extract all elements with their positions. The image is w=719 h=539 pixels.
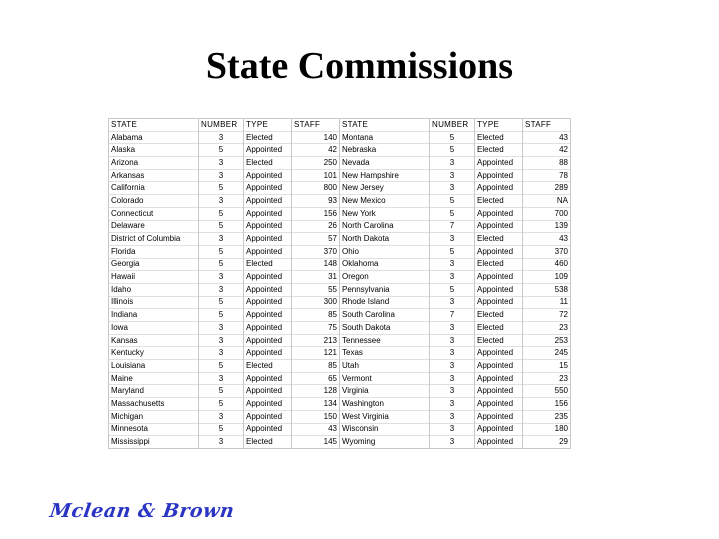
number-cell: 3 [430,423,475,436]
table-row [109,233,571,246]
state-cell: District of Columbia [109,233,199,246]
type-cell: Appointed [244,233,292,246]
state-cell: Massachusetts [109,398,199,411]
type-cell: Appointed [475,423,523,436]
state-cell: Minnesota [109,423,199,436]
type-cell: Appointed [244,296,292,309]
state-cell: Pennsylvania [340,283,430,296]
state-cell: Colorado [109,195,199,208]
state-cell: New Hampshire [340,169,430,182]
number-cell: 3 [199,131,244,144]
number-cell: 3 [199,347,244,360]
state-cell: Arizona [109,157,199,170]
state-cell: Alabama [109,131,199,144]
type-cell: Appointed [244,410,292,423]
type-cell: Appointed [475,220,523,233]
state-cell: Nebraska [340,144,430,157]
state-cell: Washington [340,398,430,411]
mclean-brown-logo: Mclean & Brown [48,500,236,522]
number-cell: 5 [430,283,475,296]
state-cell: New Mexico [340,195,430,208]
type-cell: Appointed [244,334,292,347]
staff-cell: NA [523,195,571,208]
number-cell: 5 [199,296,244,309]
staff-cell: 55 [292,283,340,296]
state-cell: West Virginia [340,410,430,423]
state-cell: Kansas [109,334,199,347]
staff-cell: 145 [292,436,340,449]
number-cell: 7 [430,309,475,322]
type-cell: Appointed [244,309,292,322]
type-cell: Elected [475,322,523,335]
state-cell: Maine [109,372,199,385]
header-number: NUMBER [430,119,475,132]
type-cell: Appointed [475,169,523,182]
state-cell: Maryland [109,385,199,398]
table-row [109,258,571,271]
table-row [109,131,571,144]
type-cell: Elected [244,436,292,449]
staff-cell: 42 [523,144,571,157]
table-row [109,220,571,233]
number-cell: 5 [199,258,244,271]
number-cell: 3 [430,258,475,271]
page-title: State Commissions [205,45,514,87]
type-cell: Appointed [475,207,523,220]
table-row [109,296,571,309]
staff-cell: 109 [523,271,571,284]
type-cell: Appointed [244,347,292,360]
number-cell: 3 [430,233,475,246]
state-cell: Alaska [109,144,199,157]
number-cell: 5 [430,195,475,208]
state-cell: Georgia [109,258,199,271]
type-cell: Appointed [475,436,523,449]
state-cell: Delaware [109,220,199,233]
number-cell: 3 [430,398,475,411]
type-cell: Elected [475,131,523,144]
header-type: TYPE [475,119,523,132]
type-cell: Elected [244,157,292,170]
staff-cell: 550 [523,385,571,398]
state-cell: Hawaii [109,271,199,284]
staff-cell: 156 [523,398,571,411]
table-row [109,283,571,296]
staff-cell: 85 [292,309,340,322]
state-cell: South Dakota [340,322,430,335]
state-cell: Montana [340,131,430,144]
staff-cell: 134 [292,398,340,411]
type-cell: Appointed [475,296,523,309]
type-cell: Elected [244,360,292,373]
header-state: STATE [109,119,199,132]
type-cell: Appointed [244,144,292,157]
number-cell: 5 [199,360,244,373]
table-row [109,271,571,284]
staff-cell: 11 [523,296,571,309]
state-cell: Ohio [340,245,430,258]
number-cell: 3 [430,436,475,449]
type-cell: Appointed [244,271,292,284]
type-cell: Appointed [244,220,292,233]
table-row [109,423,571,436]
state-cell: Mississippi [109,436,199,449]
type-cell: Elected [244,258,292,271]
staff-cell: 72 [523,309,571,322]
type-cell: Appointed [475,398,523,411]
table-row [109,372,571,385]
staff-cell: 180 [523,423,571,436]
staff-cell: 213 [292,334,340,347]
type-cell: Appointed [244,207,292,220]
state-cell: Virginia [340,385,430,398]
staff-cell: 42 [292,144,340,157]
number-cell: 5 [199,182,244,195]
staff-cell: 23 [523,322,571,335]
number-cell: 3 [430,410,475,423]
type-cell: Appointed [244,322,292,335]
number-cell: 5 [199,423,244,436]
type-cell: Appointed [244,398,292,411]
number-cell: 5 [430,131,475,144]
type-cell: Appointed [244,182,292,195]
state-cell: North Dakota [340,233,430,246]
type-cell: Elected [475,144,523,157]
number-cell: 3 [199,334,244,347]
number-cell: 3 [199,322,244,335]
number-cell: 3 [430,372,475,385]
staff-cell: 88 [523,157,571,170]
number-cell: 3 [430,169,475,182]
table-row [109,385,571,398]
type-cell: Appointed [244,385,292,398]
type-cell: Appointed [244,423,292,436]
number-cell: 5 [199,220,244,233]
type-cell: Appointed [244,372,292,385]
table-row [109,398,571,411]
type-cell: Elected [475,195,523,208]
number-cell: 3 [199,233,244,246]
type-cell: Elected [475,309,523,322]
number-cell: 5 [199,144,244,157]
type-cell: Appointed [475,283,523,296]
staff-cell: 26 [292,220,340,233]
type-cell: Appointed [475,347,523,360]
staff-cell: 75 [292,322,340,335]
state-cell: Indiana [109,309,199,322]
staff-cell: 148 [292,258,340,271]
state-cell: Tennessee [340,334,430,347]
table-row [109,436,571,449]
staff-cell: 150 [292,410,340,423]
number-cell: 7 [430,220,475,233]
number-cell: 3 [430,296,475,309]
type-cell: Appointed [475,271,523,284]
staff-cell: 121 [292,347,340,360]
number-cell: 3 [199,410,244,423]
staff-cell: 700 [523,207,571,220]
type-cell: Elected [244,131,292,144]
table-row [109,322,571,335]
type-cell: Appointed [475,245,523,258]
state-cell: Michigan [109,410,199,423]
number-cell: 3 [430,385,475,398]
header-staff: STAFF [292,119,340,132]
state-cell: Texas [340,347,430,360]
state-cell: Rhode Island [340,296,430,309]
table-row [109,157,571,170]
type-cell: Appointed [244,283,292,296]
state-cell: Connecticut [109,207,199,220]
type-cell: Appointed [244,245,292,258]
staff-cell: 140 [292,131,340,144]
staff-cell: 235 [523,410,571,423]
table-row [109,144,571,157]
state-cell: Oklahoma [340,258,430,271]
staff-cell: 29 [523,436,571,449]
staff-cell: 538 [523,283,571,296]
table-row [109,169,571,182]
type-cell: Appointed [475,385,523,398]
staff-cell: 78 [523,169,571,182]
staff-cell: 31 [292,271,340,284]
number-cell: 3 [199,157,244,170]
staff-cell: 300 [292,296,340,309]
staff-cell: 245 [523,347,571,360]
state-cell: Arkansas [109,169,199,182]
number-cell: 3 [430,271,475,284]
number-cell: 5 [199,398,244,411]
number-cell: 5 [199,245,244,258]
header-type: TYPE [244,119,292,132]
number-cell: 3 [199,195,244,208]
staff-cell: 85 [292,360,340,373]
type-cell: Elected [475,258,523,271]
commissions-table-container [108,118,571,449]
type-cell: Appointed [475,372,523,385]
number-cell: 5 [199,309,244,322]
staff-cell: 23 [523,372,571,385]
type-cell: Elected [475,233,523,246]
table-row [109,245,571,258]
table-row [109,360,571,373]
table-row [109,195,571,208]
state-cell: Louisiana [109,360,199,373]
number-cell: 5 [430,144,475,157]
number-cell: 3 [430,334,475,347]
type-cell: Appointed [244,169,292,182]
type-cell: Appointed [475,410,523,423]
state-cell: Oregon [340,271,430,284]
table-row [109,207,571,220]
staff-cell: 93 [292,195,340,208]
staff-cell: 128 [292,385,340,398]
number-cell: 3 [430,182,475,195]
state-cell: Illinois [109,296,199,309]
type-cell: Appointed [475,360,523,373]
table-row [109,309,571,322]
state-cell: California [109,182,199,195]
state-cell: Vermont [340,372,430,385]
state-cell: New York [340,207,430,220]
number-cell: 3 [199,372,244,385]
staff-cell: 15 [523,360,571,373]
staff-cell: 139 [523,220,571,233]
staff-cell: 370 [292,245,340,258]
header-staff: STAFF [523,119,571,132]
table-row [109,347,571,360]
staff-cell: 43 [292,423,340,436]
commissions-table [108,118,571,449]
header-state: STATE [340,119,430,132]
type-cell: Appointed [475,182,523,195]
staff-cell: 101 [292,169,340,182]
type-cell: Appointed [475,157,523,170]
type-cell: Elected [475,334,523,347]
staff-cell: 43 [523,131,571,144]
staff-cell: 800 [292,182,340,195]
number-cell: 5 [199,385,244,398]
number-cell: 3 [430,360,475,373]
table-row [109,410,571,423]
number-cell: 5 [430,207,475,220]
table-row [109,334,571,347]
staff-cell: 289 [523,182,571,195]
state-cell: Utah [340,360,430,373]
state-cell: Nevada [340,157,430,170]
number-cell: 3 [430,322,475,335]
state-cell: Wyoming [340,436,430,449]
staff-cell: 253 [523,334,571,347]
staff-cell: 156 [292,207,340,220]
number-cell: 3 [430,347,475,360]
state-cell: North Carolina [340,220,430,233]
state-cell: Kentucky [109,347,199,360]
state-cell: South Carolina [340,309,430,322]
staff-cell: 43 [523,233,571,246]
number-cell: 3 [199,271,244,284]
state-cell: Florida [109,245,199,258]
table-row [109,182,571,195]
table-body [109,131,571,448]
number-cell: 3 [430,157,475,170]
number-cell: 3 [199,283,244,296]
header-number: NUMBER [199,119,244,132]
header-row [109,119,571,132]
number-cell: 5 [430,245,475,258]
state-cell: Idaho [109,283,199,296]
staff-cell: 65 [292,372,340,385]
staff-cell: 57 [292,233,340,246]
staff-cell: 460 [523,258,571,271]
staff-cell: 370 [523,245,571,258]
number-cell: 5 [199,207,244,220]
staff-cell: 250 [292,157,340,170]
state-cell: Wisconsin [340,423,430,436]
state-cell: Iowa [109,322,199,335]
number-cell: 3 [199,169,244,182]
number-cell: 3 [199,436,244,449]
type-cell: Appointed [244,195,292,208]
state-cell: New Jersey [340,182,430,195]
